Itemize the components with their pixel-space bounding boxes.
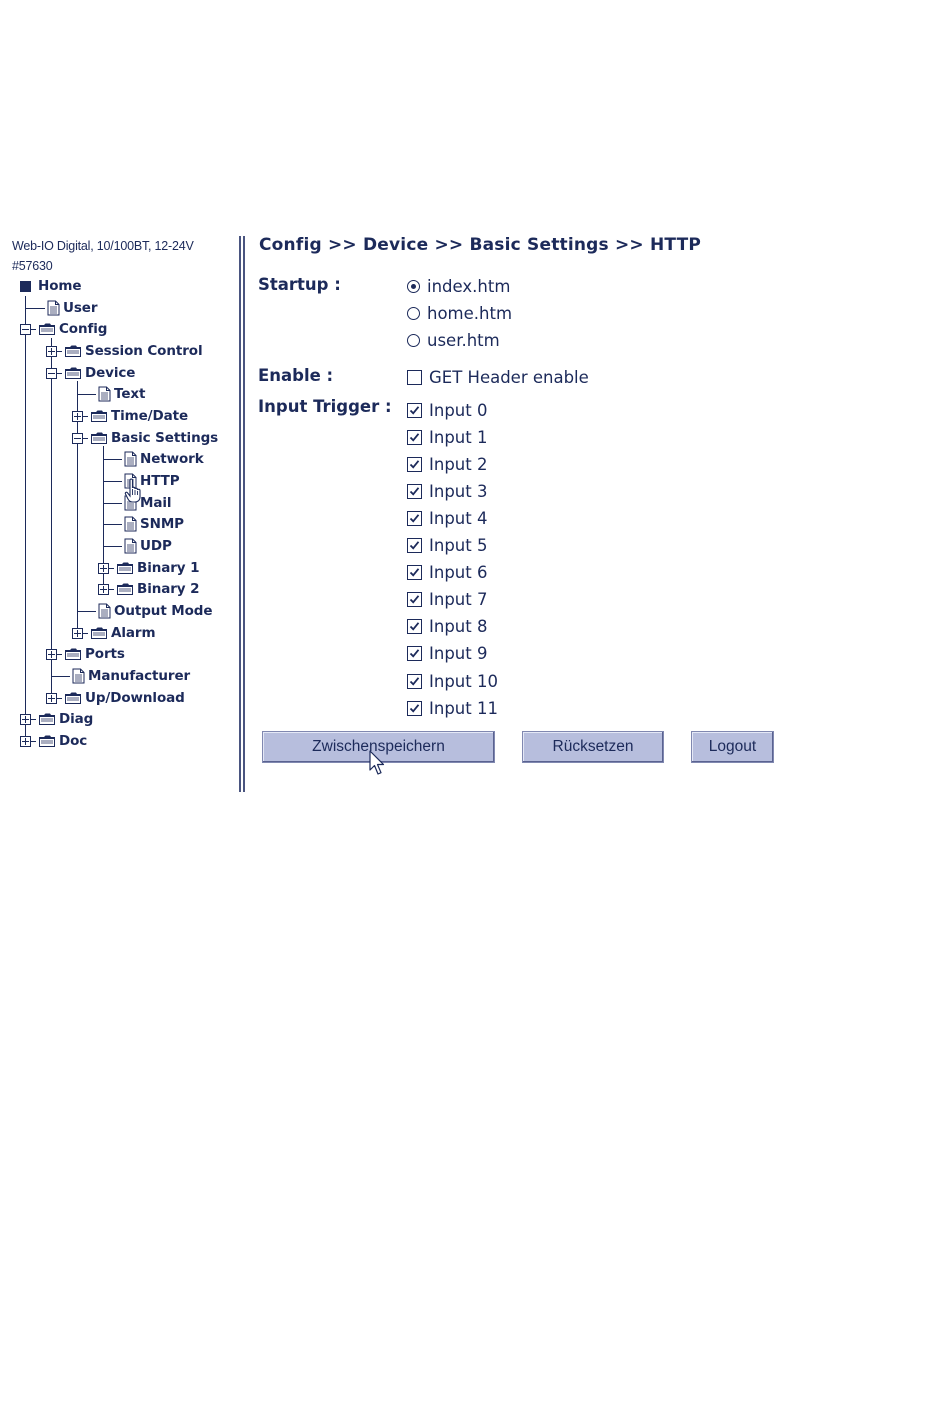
tree-item-time-date[interactable]	[72, 406, 188, 426]
arrow-cursor-icon	[369, 750, 385, 778]
input-trigger-option[interactable]	[407, 697, 498, 719]
input-trigger-option[interactable]	[407, 562, 487, 584]
tree-item-label: Alarm	[111, 625, 156, 641]
tree-item-label: Output Mode	[114, 603, 213, 619]
startup-option-home[interactable]	[407, 302, 512, 324]
checkmark-icon	[409, 513, 420, 524]
checkbox[interactable]	[407, 403, 422, 418]
enable-label: Enable :	[258, 366, 334, 385]
checkbox[interactable]	[407, 538, 422, 553]
expand-icon[interactable]	[46, 649, 57, 660]
input-trigger-option[interactable]	[407, 643, 487, 665]
startup-option-label: user.htm	[427, 330, 500, 350]
folder-icon	[64, 691, 82, 705]
expand-icon[interactable]	[72, 411, 83, 422]
tree-item-label: Network	[140, 451, 204, 467]
checkbox-label: Input 0	[429, 400, 488, 420]
document-icon	[98, 603, 111, 619]
input-trigger-option[interactable]	[407, 670, 498, 692]
folder-icon	[64, 344, 82, 358]
startup-option-index[interactable]	[407, 275, 510, 297]
checkbox[interactable]	[407, 484, 422, 499]
checkmark-icon	[409, 648, 420, 659]
document-icon	[72, 668, 85, 684]
input-trigger-option[interactable]	[407, 535, 487, 557]
input-trigger-option[interactable]	[407, 453, 487, 475]
checkbox[interactable]	[407, 701, 422, 716]
tree-item-doc[interactable]	[20, 731, 87, 751]
checkmark-icon	[409, 567, 420, 578]
tree-item-config[interactable]	[20, 319, 107, 339]
tree-item-label: Ports	[85, 646, 125, 662]
tree-item-basic-settings[interactable]	[72, 428, 218, 448]
tree-item-ports[interactable]	[46, 644, 125, 664]
folder-icon	[64, 366, 82, 380]
frame-separator	[239, 236, 241, 792]
folder-icon	[38, 712, 56, 726]
checkbox[interactable]	[407, 565, 422, 580]
expand-icon[interactable]	[72, 628, 83, 639]
tree-item-label: User	[63, 300, 98, 316]
tree-item-label: Binary 2	[137, 581, 200, 597]
navigation-tree	[0, 0, 245, 800]
startup-option-user[interactable]	[407, 329, 500, 351]
expand-icon[interactable]	[98, 584, 109, 595]
checkbox-label: Input 5	[429, 536, 488, 555]
checkbox[interactable]	[407, 511, 422, 526]
checkmark-icon	[409, 676, 420, 687]
tree-item-diag[interactable]	[20, 709, 93, 729]
input-trigger-option[interactable]	[407, 426, 487, 448]
document-icon	[98, 386, 111, 402]
checkbox-label: Input 7	[429, 590, 488, 610]
input-trigger-option[interactable]	[407, 589, 487, 611]
tree-item-label: SNMP	[140, 516, 184, 532]
tree-item-label: Binary 1	[137, 560, 200, 576]
tree-item-label: Mail	[140, 495, 172, 511]
tree-item-session-control[interactable]	[46, 341, 202, 361]
folder-icon	[64, 647, 82, 661]
tree-item-device[interactable]	[46, 363, 135, 383]
collapse-icon[interactable]	[72, 433, 83, 444]
checkbox-label: GET Header enable	[429, 367, 589, 387]
collapse-icon[interactable]	[20, 324, 31, 335]
document-icon	[124, 451, 137, 467]
document-icon	[124, 516, 137, 532]
tree-item-label: Basic Settings	[111, 430, 219, 446]
tree-item-label: UDP	[140, 538, 172, 554]
folder-icon	[116, 582, 134, 596]
tree-item-binary-2[interactable]	[98, 579, 199, 599]
startup-option-label: index.htm	[427, 276, 511, 296]
hand-cursor-icon	[124, 478, 144, 504]
checkmark-icon	[409, 486, 420, 497]
expand-icon[interactable]	[20, 736, 31, 747]
checkmark-icon	[409, 540, 420, 551]
checkbox[interactable]	[407, 457, 422, 472]
tree-item-text[interactable]	[77, 384, 145, 404]
folder-icon	[38, 322, 56, 336]
tree-item-binary-1[interactable]	[98, 558, 199, 578]
checkmark-icon	[409, 432, 420, 443]
expand-icon[interactable]	[20, 714, 31, 725]
checkbox[interactable]	[407, 370, 422, 385]
checkbox-label: Input 9	[429, 644, 488, 664]
expand-icon[interactable]	[46, 693, 57, 704]
input-trigger-option[interactable]	[407, 480, 487, 502]
folder-icon	[90, 431, 108, 445]
checkbox[interactable]	[407, 646, 422, 661]
checkmark-icon	[409, 703, 420, 714]
collapse-icon[interactable]	[46, 368, 57, 379]
folder-icon	[116, 561, 134, 575]
input-trigger-option[interactable]	[407, 507, 487, 529]
tree-item-up-download[interactable]	[46, 688, 185, 708]
folder-icon	[38, 734, 56, 748]
tree-item-label: Device	[85, 365, 136, 381]
checkbox-label: Input 6	[429, 563, 488, 583]
document-icon	[124, 538, 137, 554]
checkbox-label: Input 2	[429, 454, 488, 474]
tree-item-label: Config	[59, 321, 108, 337]
frame-separator	[243, 236, 245, 792]
checkbox[interactable]	[407, 619, 422, 634]
checkbox-label: Input 10	[429, 671, 498, 691]
document-icon	[47, 300, 60, 316]
expand-icon[interactable]	[98, 563, 109, 574]
tree-item-snmp[interactable]	[103, 514, 184, 534]
tree-item-user[interactable]	[25, 298, 97, 318]
startup-option-label: home.htm	[427, 303, 513, 323]
folder-icon	[90, 409, 108, 423]
radio-button[interactable]	[407, 280, 420, 293]
tree-item-label: Doc	[59, 733, 88, 749]
tree-item-output-mode[interactable]	[77, 601, 212, 621]
input-trigger-option[interactable]	[407, 399, 487, 421]
checkbox-label: Input 1	[429, 427, 488, 447]
tree-line	[51, 338, 52, 694]
checkbox-label: Input 11	[429, 698, 498, 718]
tree-item-alarm[interactable]	[72, 623, 155, 643]
checkmark-icon	[409, 621, 420, 632]
tree-item-home[interactable]	[20, 276, 81, 296]
tree-item-label: Home	[38, 278, 82, 294]
tree-item-label: Diag	[59, 711, 94, 727]
checkbox-label: Input 4	[429, 508, 488, 528]
checkbox-label: Input 8	[429, 617, 488, 637]
checkbox-label: Input 3	[429, 481, 488, 501]
input-trigger-label: Input Trigger :	[258, 397, 392, 416]
tree-item-label: HTTP	[140, 473, 180, 489]
tree-item-network[interactable]	[103, 449, 204, 469]
input-trigger-option[interactable]	[407, 616, 487, 638]
tree-item-label: Session Control	[85, 343, 203, 359]
radio-button[interactable]	[407, 307, 420, 320]
radio-button[interactable]	[407, 334, 420, 347]
get-header-enable-checkbox[interactable]	[407, 366, 589, 388]
tree-item-label: Manufacturer	[88, 668, 191, 684]
checkbox[interactable]	[407, 430, 422, 445]
reset-button[interactable]: Rücksetzen	[522, 731, 664, 763]
startup-label: Startup :	[258, 275, 341, 294]
tree-item-label: Time/Date	[111, 408, 189, 424]
device-article-number: #57630	[12, 259, 53, 273]
checkmark-icon	[409, 459, 420, 470]
tree-item-label: Up/Download	[85, 690, 185, 706]
folder-icon	[90, 626, 108, 640]
checkmark-icon	[409, 594, 420, 605]
device-title: Web-IO Digital, 10/100BT, 12-24V	[12, 239, 194, 253]
checkmark-icon	[409, 405, 420, 416]
home-square-icon	[20, 281, 31, 292]
checkbox[interactable]	[407, 592, 422, 607]
checkbox[interactable]	[407, 674, 422, 689]
logout-button[interactable]: Logout	[691, 731, 774, 763]
tree-line	[25, 296, 26, 736]
save-button[interactable]: Zwischenspeichern	[262, 731, 495, 763]
breadcrumb: Config >> Device >> Basic Settings >> HTTP	[259, 235, 702, 255]
tree-item-udp[interactable]	[103, 536, 172, 556]
tree-item-manufacturer[interactable]	[51, 666, 190, 686]
expand-icon[interactable]	[46, 346, 57, 357]
tree-item-label: Text	[114, 386, 146, 402]
